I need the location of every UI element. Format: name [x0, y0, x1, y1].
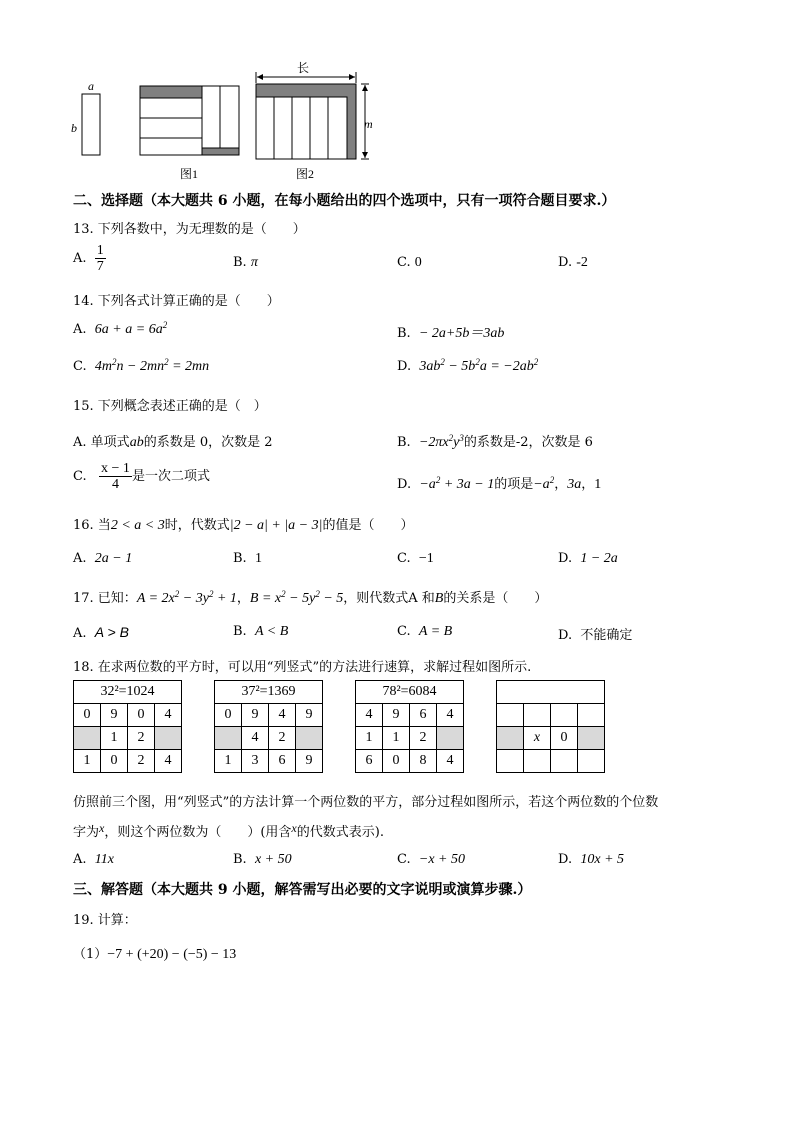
figure-1-caption: 图1 [180, 167, 199, 181]
table-3-title: 78²=6084 [356, 681, 464, 704]
q16-option-d: D. 1 − 2a [558, 551, 618, 566]
q14-option-b: B. − 2a+5b＝3ab [397, 326, 505, 341]
table-4-title [497, 681, 605, 704]
table-row: 1 0 2 4 1 3 6 9 6 0 8 4 [74, 750, 605, 773]
q19-part-1: （1）−7 + (+20) − (−5) − 13 [73, 947, 237, 962]
label-long: 长 [297, 61, 310, 75]
q15-stem: 15. 下列概念表述正确的是（ ） [73, 399, 267, 414]
label-a: a [88, 79, 94, 93]
q17-option-c: C. A = B [397, 624, 453, 639]
q18-option-a: A. 11x [73, 852, 114, 867]
q18-option-c: C. −x + 50 [397, 852, 465, 867]
q15-option-c: C. $\frac{x - 1}{4}$ 是一次二项式 [73, 461, 210, 492]
q18-text-1: 仿照前三个图，用“列竖式”的方法计算一个两位数的平方，部分过程如图所示，若这个两位数的个位数 [73, 795, 659, 810]
table-2-title: 37²=1369 [215, 681, 323, 704]
q13-option-b: B. π [233, 255, 258, 270]
q13-option-d: D. -2 [558, 255, 588, 270]
small-rectangle [82, 94, 100, 155]
q18-option-d: D. 10x + 5 [558, 852, 625, 867]
figures [60, 55, 390, 185]
q17-stem: 17. 已知：$A = 2x^2 - 3y^2 + 1$，$B = x^2 - 5y^2 - 5$，则代数式A 和B的关系是（ ） [73, 589, 548, 606]
q18-text-2: 字为x，则这个两位数为（ ）(用含x的代数式表示). [73, 821, 384, 840]
q13-stem: 13. 下列各数中，为无理数的是（ ） [73, 222, 306, 237]
table-1-title: 32²=1024 [74, 681, 182, 704]
q18-vertical-tables [73, 680, 605, 773]
figure-2-caption: 图2 [296, 167, 315, 181]
label-m: m [364, 117, 373, 131]
q15-option-b: B. $-2\pi x^2y^3$的系数是-2，次数是 6 [397, 433, 593, 450]
q18-option-b: B. x + 50 [233, 852, 292, 867]
q14-option-a: A. $6a + a = 6a^2$ [73, 320, 168, 337]
q13-a-fraction: $\frac{1}{7}$ [96, 243, 104, 274]
table-row: 0 9 0 4 0 9 4 9 4 9 6 4 [74, 704, 605, 727]
q17-option-d: D. 不能确定 [558, 628, 633, 643]
figure-2 [256, 61, 373, 159]
q16-option-b: B. 1 [233, 551, 262, 566]
table-row: 1 2 4 2 1 1 2 x 0 [74, 727, 605, 750]
q17-option-a: A. A > B [73, 624, 129, 641]
q15-option-a: A. 单项式ab的系数是 0，次数是 2 [73, 435, 273, 450]
label-b: b [71, 121, 77, 135]
q13-option-a [73, 243, 106, 274]
q19-stem: 19. 计算： [73, 913, 137, 928]
q13-a-label: A. [73, 251, 87, 266]
section-2-title: 二、选择题（本大题共 6 小题，在每小题给出的四个选项中，只有一项符合题目要求.） [73, 193, 616, 209]
section-3-title: 三、解答题（本大题共 9 小题，解答需写出必要的文字说明或演算步骤.） [73, 882, 532, 898]
q14-stem: 14. 下列各式计算正确的是（ ） [73, 294, 280, 309]
q17-option-b: B. A < B [233, 624, 289, 639]
q16-option-c: C. −1 [397, 551, 434, 566]
q15-option-d: D. $-a^2 + 3a - 1$的项是$-a^2$，3a，1 [397, 475, 602, 492]
q13-option-c: C. 0 [397, 255, 422, 270]
q16-option-a: A. 2a − 1 [73, 551, 133, 566]
q18-stem: 18. 在求两位数的平方时，可以用“列竖式”的方法进行速算，求解过程如图所示. [73, 660, 532, 675]
q14-option-d: D. $3ab^2 - 5b^2a = -2ab^2$ [397, 357, 539, 374]
q15-c-fraction: $\frac{x - 1}{4}$ [101, 461, 130, 492]
q16-stem: 16. 当2 < a < 3时，代数式|2 − a| + |a − 3|的值是（ ） [73, 518, 414, 533]
q14-option-c: C. $4m^2n - 2mn^2 = 2mn$ [73, 357, 210, 374]
figure-1 [140, 86, 239, 155]
